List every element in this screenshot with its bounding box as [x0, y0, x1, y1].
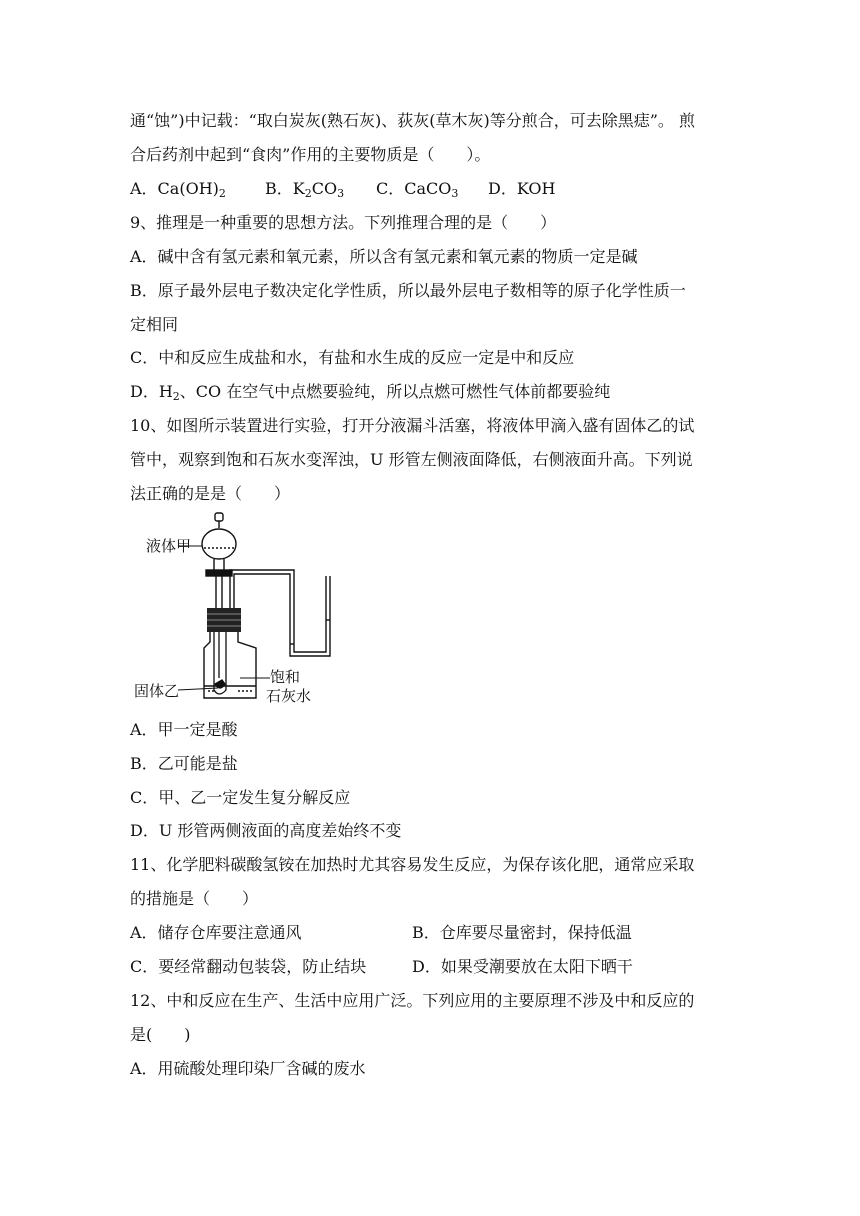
q9-option-b-line-1: B．原子最外层电子数决定化学性质，所以最外层电子数相等的原子化学性质一: [130, 281, 686, 300]
q9-option-b-line-2: 定相同: [130, 315, 179, 334]
q10-option-a: A．甲一定是酸: [130, 720, 238, 739]
rubber-stopper-icon: [207, 608, 241, 632]
q10-stem-line-2: 管中，观察到饱和石灰水变浑浊，U 形管左侧液面降低，右侧液面升高。下列说: [130, 450, 693, 469]
u-tube-icon: [230, 570, 330, 656]
label-saturated: 饱和: [270, 668, 301, 686]
q11-option-b: B．仓库要尽量密封，保持低温: [412, 923, 632, 942]
apparatus-diagram: [130, 508, 345, 708]
q8-option-a: A．$Ca(OH)_2$: [130, 179, 226, 200]
q8-stem-line-2: 合后药剂中起到“食肉”作用的主要物质是（ ）。: [130, 145, 491, 164]
test-tube-icon: [214, 632, 226, 694]
q8-option-b: B．$K_2CO_3$: [265, 179, 345, 200]
q8-option-d: D．KOH: [488, 179, 556, 198]
q10-stem-line-1: 10、如图所示装置进行实验，打开分液漏斗活塞，将液体甲滴入盛有固体乙的试: [130, 416, 695, 435]
label-solid-yi: 固体乙: [134, 682, 180, 700]
q9-stem: 9、推理是一种重要的思想方法。下列推理合理的是（ ）: [130, 213, 557, 232]
q11-option-d: D．如果受潮要放在太阳下晒干: [412, 957, 633, 976]
separatory-funnel-icon: [202, 513, 236, 608]
q12-option-a: A．用硫酸处理印染厂含碱的废水: [130, 1059, 366, 1078]
q11-stem-line-2: 的措施是（ ）: [130, 889, 259, 908]
q10-apparatus-figure: [130, 508, 345, 708]
q12-stem-line-1: 12、中和反应在生产、生活中应用广泛。下列应用的主要原理不涉及中和反应的: [130, 991, 695, 1010]
label-limewater: 石灰水: [266, 687, 312, 705]
q10-option-d: D．U 形管两侧液面的高度差始终不变: [130, 821, 402, 840]
q10-option-b: B．乙可能是盐: [130, 754, 238, 773]
q11-stem-line-1: 11、化学肥料碳酸氢铵在加热时尤其容易发生反应，为保存该化肥，通常应采取: [130, 855, 695, 874]
q8-option-c: C．CaCO$_3$: [376, 179, 459, 200]
q10-stem-line-3: 法正确的是是（ ）: [130, 484, 291, 503]
q11-option-a: A．储存仓库要注意通风: [130, 923, 302, 942]
q8-stem-line-1: 通“蚀”)中记载：“取白炭灰(熟石灰)、荻灰(草木灰)等分煎合，可去除黑痣”。 煎: [130, 111, 696, 130]
label-liquid-jia: 液体甲: [146, 537, 192, 555]
q9-option-c: C．中和反应生成盐和水，有盐和水生成的反应一定是中和反应: [130, 348, 575, 367]
q9-option-d: D．$H_2$、CO 在空气中点燃要验纯，所以点燃可燃性气体前都要验纯: [130, 382, 611, 403]
q11-option-c: C．要经常翻动包装袋，防止结块: [130, 957, 367, 976]
q9-option-a: A．碱中含有氢元素和氧元素，所以含有氢元素和氧元素的物质一定是碱: [130, 247, 638, 266]
q12-stem-line-2: 是( ): [130, 1025, 191, 1044]
q10-option-c: C．甲、乙一定发生复分解反应: [130, 788, 351, 807]
